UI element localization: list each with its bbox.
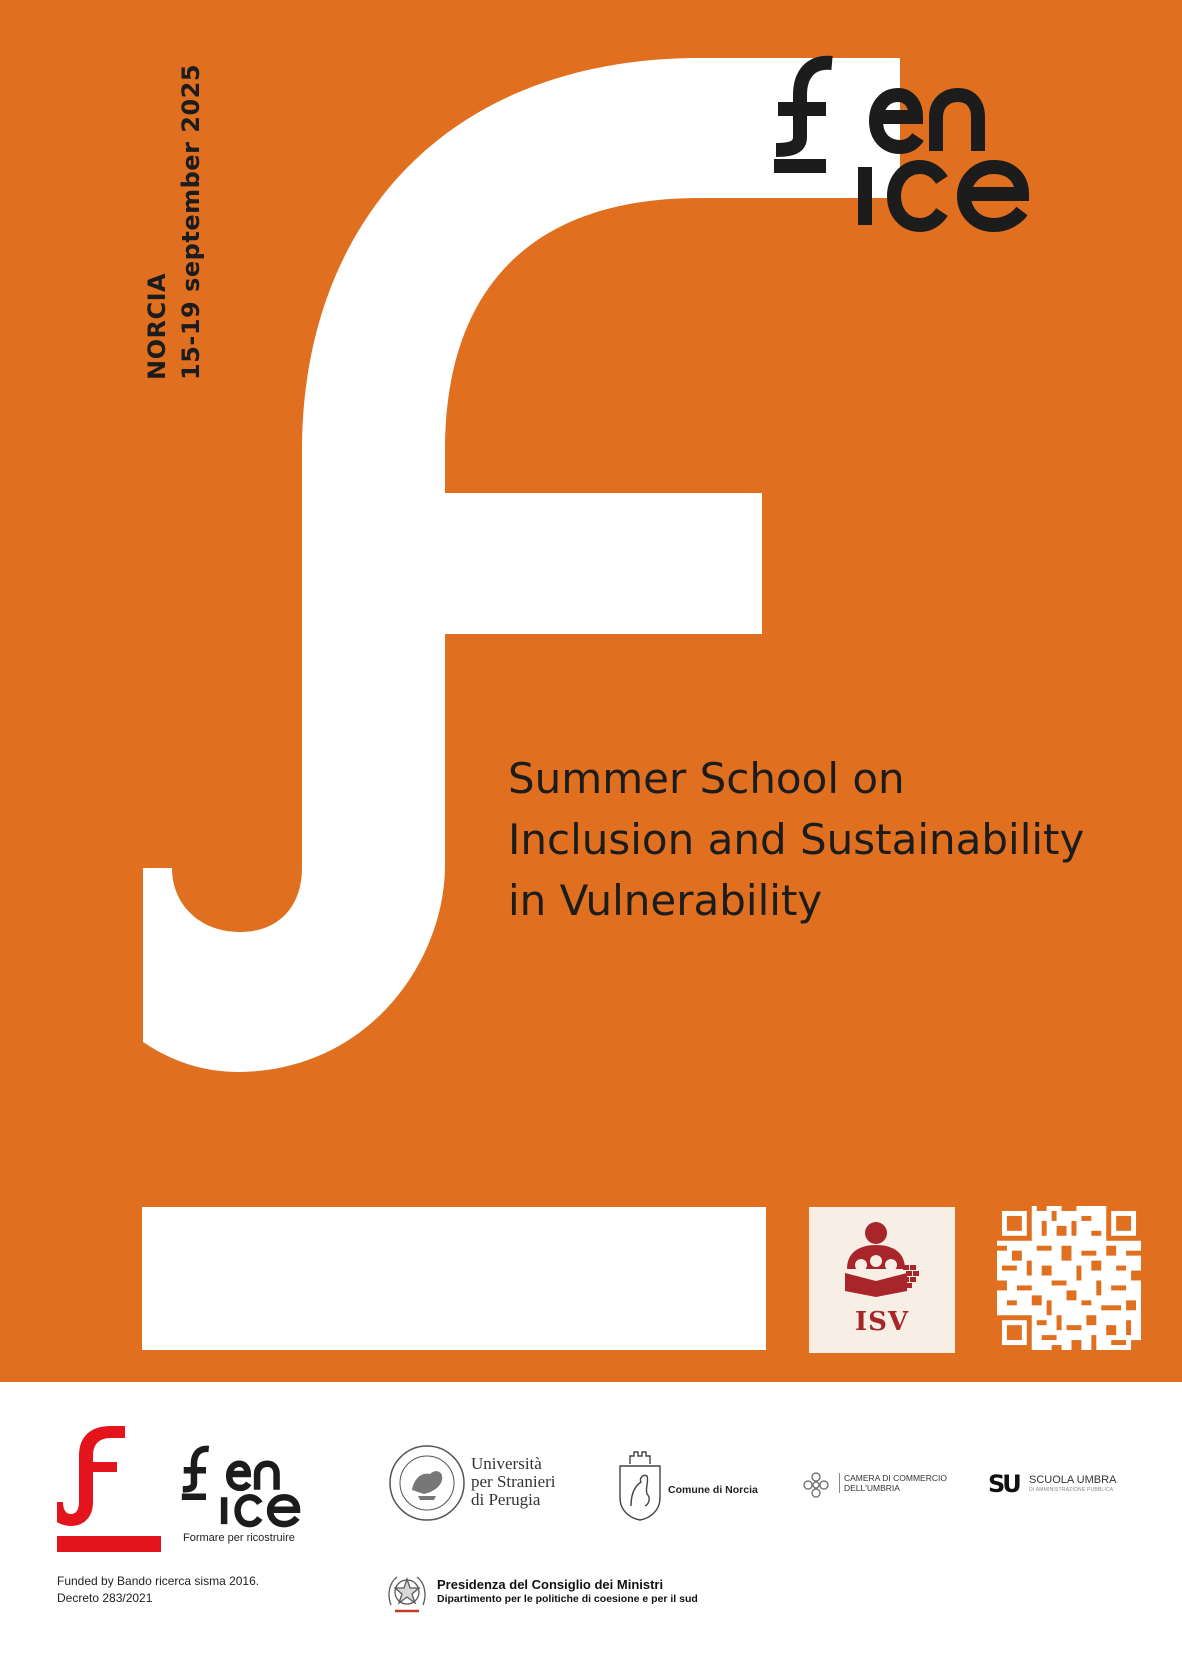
unistra-line-2: per Stranieri xyxy=(471,1472,556,1491)
event-title xyxy=(508,748,1158,931)
funding-line-2: Decreto 283/2021 xyxy=(57,1591,153,1605)
presidenza-line-2: Dipartimento per le politiche di coesione e per il sud xyxy=(437,1593,698,1605)
fenice-tagline: Formare per ricostruire xyxy=(183,1532,295,1544)
camera-line-2: DELL'UMBRIA xyxy=(844,1483,900,1493)
event-city: NORCIA xyxy=(143,272,171,380)
white-bar xyxy=(142,1207,766,1350)
title-line-1: Summer School on xyxy=(508,754,905,803)
scuola-umbra-subtitle: DI AMMINISTRAZIONE PUBBLICA xyxy=(1029,1487,1114,1493)
qr-code[interactable] xyxy=(997,1206,1141,1350)
unistra-line-3: di Perugia xyxy=(471,1490,541,1509)
isv-label: ISV xyxy=(854,1307,910,1337)
norcia-name: Comune di Norcia xyxy=(668,1484,758,1496)
event-location-dates xyxy=(140,64,208,380)
camera-commercio-name xyxy=(839,1473,947,1493)
funding-line-1: Funded by Bando ricerca sisma 2016. xyxy=(57,1574,260,1588)
norcia-crest-icon xyxy=(617,1448,663,1522)
funding-note xyxy=(57,1573,259,1607)
isv-logo xyxy=(809,1207,955,1353)
presidenza-name xyxy=(437,1577,698,1606)
scuola-umbra-name: SCUOLA UMBRA xyxy=(1029,1474,1117,1486)
fenice-logo xyxy=(770,55,1050,235)
unistra-name xyxy=(471,1455,556,1509)
isv-icon xyxy=(809,1207,955,1307)
presidenza-line-1: Presidenza del Consiglio dei Ministri xyxy=(437,1577,664,1592)
title-line-3: in Vulnerability xyxy=(508,876,823,925)
fenice-small-logo xyxy=(180,1443,310,1531)
sponsor-footer xyxy=(0,1382,1182,1654)
italian-republic-emblem-icon xyxy=(385,1571,429,1619)
event-dates: 15-19 september 2025 xyxy=(177,63,205,380)
camera-commercio-icon xyxy=(801,1470,831,1500)
unistra-line-1: Università xyxy=(471,1454,542,1473)
scuola-umbra-mark: SU xyxy=(988,1470,1019,1498)
unistra-seal-icon xyxy=(388,1444,466,1522)
title-line-2: Inclusion and Sustainability xyxy=(508,815,1085,864)
camera-line-1: CAMERA DI COMMERCIO xyxy=(844,1473,947,1483)
fenice-f-mark-icon xyxy=(57,1426,161,1552)
